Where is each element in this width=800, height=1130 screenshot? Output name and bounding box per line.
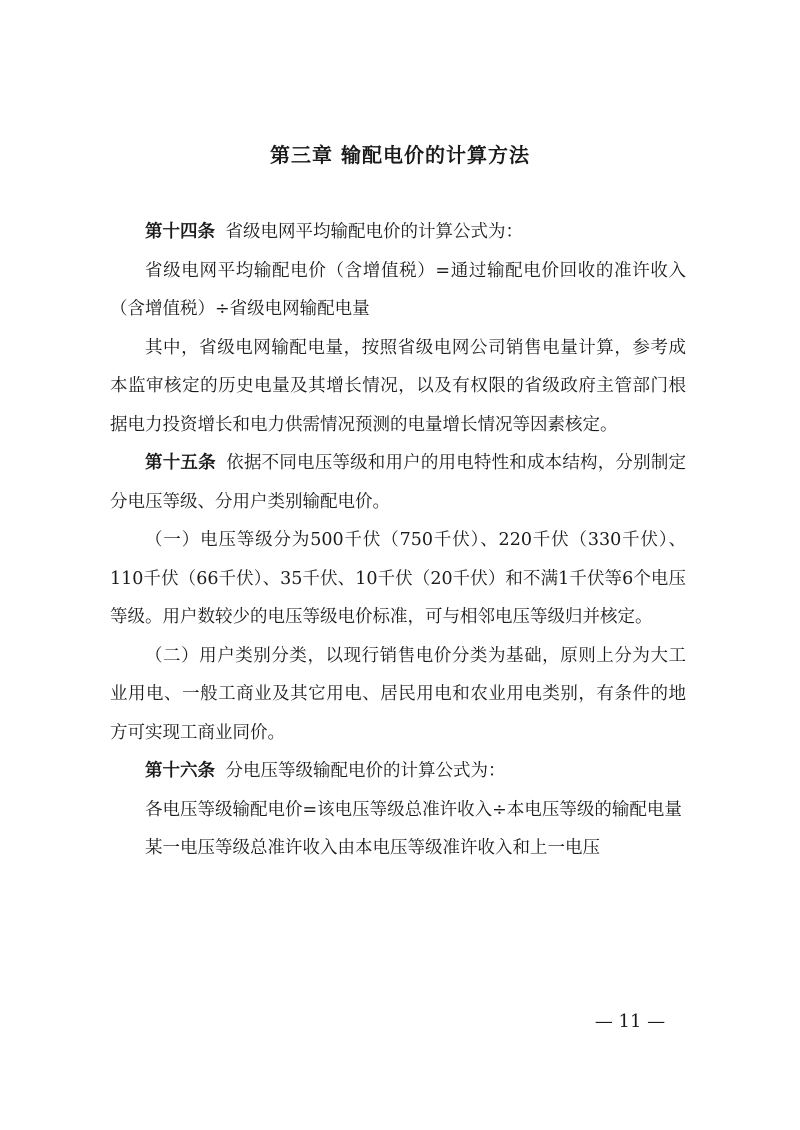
paragraph-voltage-levels xyxy=(110,521,686,637)
paragraph-article-16 xyxy=(110,752,686,791)
paragraph-transmission-volume xyxy=(110,329,686,445)
paragraph-total-revenue xyxy=(110,829,686,868)
article-number: 第十四条 xyxy=(145,222,215,242)
chapter-title: 第三章 输配电价的计算方法 xyxy=(270,143,530,167)
paragraph-text: 省级电网平均输配电价（含增值税）=通过输配电价回收的准许收入（含增值税）÷省级电网输配电量 xyxy=(110,260,686,319)
paragraph-text: 某一电压等级总准许收入由本电压等级准许收入和上一电压 xyxy=(145,838,600,858)
article-number: 第十五条 xyxy=(145,453,216,473)
paragraph-formula-average-price xyxy=(110,252,686,329)
paragraph-text: 分电压等级输配电价的计算公式为： xyxy=(225,761,506,781)
article-number: 第十六条 xyxy=(145,761,215,781)
paragraph-article-14 xyxy=(110,213,686,252)
paragraph-text: 依据不同电压等级和用户的用电特性和成本结构，分别制定分电压等级、分用户类别输配电价。 xyxy=(110,453,687,512)
paragraph-formula-voltage-price xyxy=(110,791,686,830)
page-number: — 11 — xyxy=(594,1011,666,1032)
body-text xyxy=(110,213,686,868)
paragraph-text: 其中，省级电网输配电量，按照省级电网公司销售电量计算，参考成本监审核定的历史电量及其增长情况，以及有权限的省级政府主管部门根据电力投资增长和电力供需情况预测的电量增长情况等因素核定。 xyxy=(110,337,686,435)
paragraph-text: （二）用户类别分类，以现行销售电价分类为基础，原则上分为大工业用电、一般工商业及其它用电、居民用电和农业用电类别，有条件的地方可实现工商业同价。 xyxy=(110,645,686,743)
paragraph-article-15 xyxy=(110,444,686,521)
paragraph-user-categories xyxy=(110,637,686,753)
paragraph-text: （一）电压等级分为500千伏（750千伏）、220千伏（330千伏）、110千伏（66千伏）、35千伏、10千伏（20千伏）和不满1千伏等6个电压等级。用户数较少的电压等级电价标准，可与相邻电压等级归并核定。 xyxy=(110,530,686,627)
paragraph-text: 各电压等级输配电价=该电压等级总准许收入÷本电压等级的输配电量 xyxy=(145,799,682,820)
paragraph-text: 省级电网平均输配电价的计算公式为： xyxy=(225,222,523,242)
